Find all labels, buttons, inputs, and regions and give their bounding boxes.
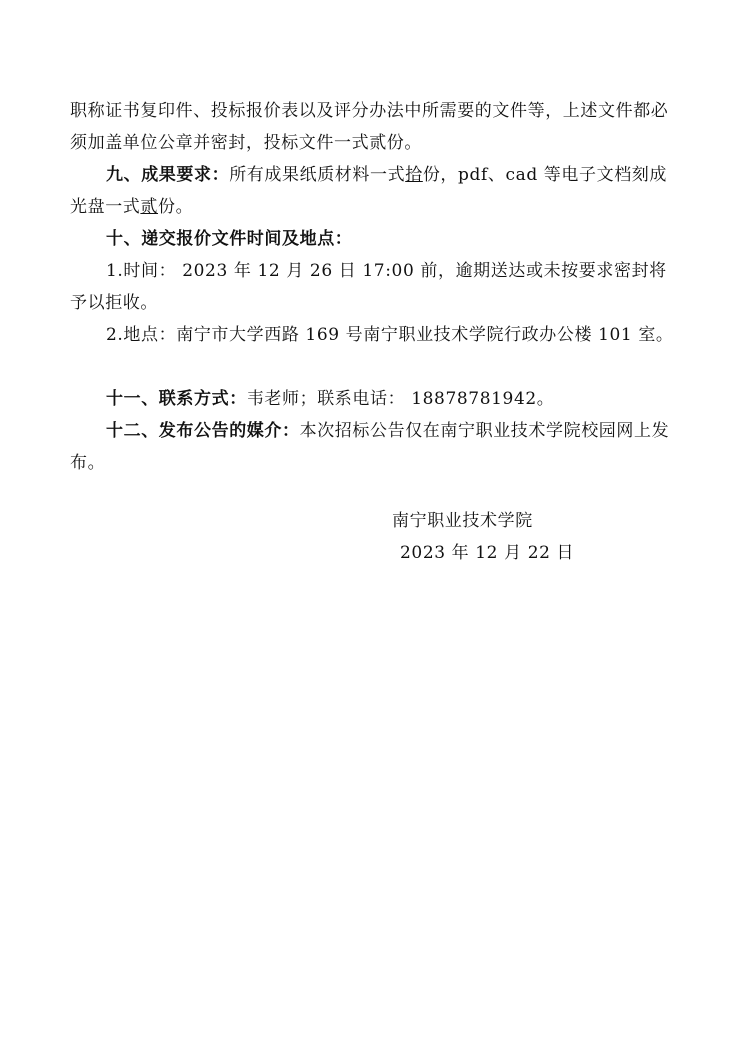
section-nine-text-b: 份，pdf、cad 等电子文档刻成光盘一式 [70, 165, 668, 217]
section-ten-time-text: 1.时间： 2023 年 12 月 26 日 17:00 前，逾期送达或未按要求密封将予以拒收。 [70, 261, 667, 313]
section-eleven-text: 韦老师；联系电话： 18878781942。 [246, 389, 555, 409]
section-nine-heading: 九、成果要求： [106, 165, 230, 185]
section-ten-heading: 十、递交报价文件时间及地点： [106, 229, 353, 249]
section-ten-location-text: 2.地点：南宁市大学西路 169 号南宁职业技术学院行政办公楼 101 室。 [106, 325, 674, 345]
section-ten [70, 223, 682, 255]
section-twelve [70, 415, 682, 479]
section-nine [70, 159, 682, 223]
paragraph-documents-text: 职称证书复印件、投标报价表以及评分办法中所需要的文件等，上述文件都必须加盖单位公章并密封，投标文件一式贰份。 [70, 101, 669, 153]
paragraph-documents [70, 95, 682, 159]
section-nine-underlined-1: 拾 [405, 165, 423, 185]
section-ten-location [70, 319, 682, 351]
signature-org: 南宁职业技术学院 [392, 511, 533, 531]
section-eleven [70, 383, 682, 415]
section-eleven-heading: 十一、联系方式： [106, 389, 247, 409]
section-twelve-text: 本次招标公告仅在南宁职业技术学院校园网上发布。 [70, 421, 670, 473]
section-nine-underlined-2: 贰 [140, 197, 159, 217]
section-twelve-heading: 十二、发布公告的媒介： [106, 421, 300, 441]
signature-date: 2023 年 12 月 22 日 [400, 543, 575, 563]
section-nine-text-a: 所有成果纸质材料一式 [229, 165, 406, 185]
section-nine-text-c: 份。 [158, 197, 194, 217]
section-ten-time [70, 255, 682, 319]
